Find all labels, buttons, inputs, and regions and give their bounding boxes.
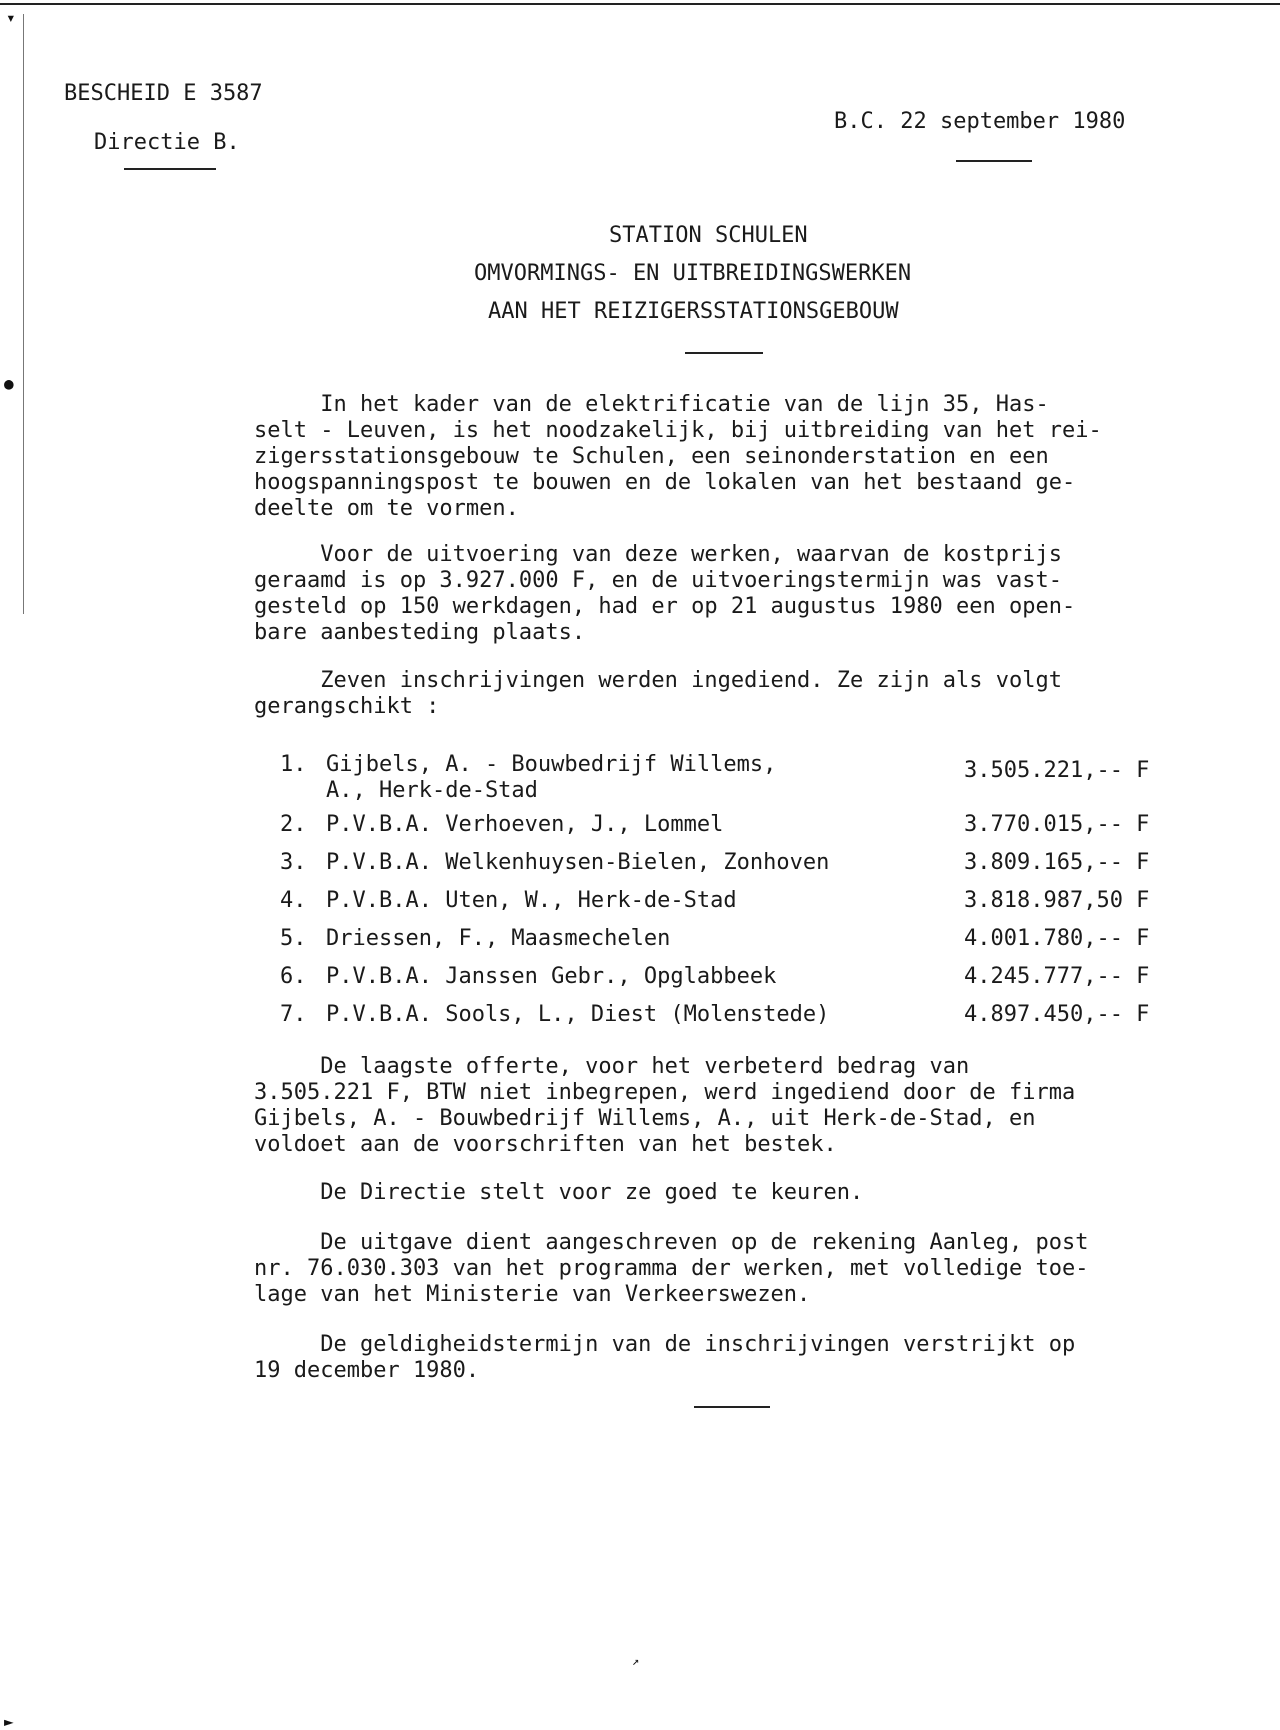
list-item	[280, 888, 1180, 916]
list-item	[280, 926, 1180, 954]
list-item	[280, 964, 1180, 992]
paragraph-intro: In het kader van de elektrificatie van de lijn 35, Has- selt - Leuven, is het noodzakelijk, bij uitbreiding van het rei- zigersstationsgebouw te Schulen, een seinonderstation en een hoogspanningspost te bouwen en de lokalen van het bestaand ge- deelte om te vormen.	[254, 392, 1102, 521]
title-line-3: AAN HET REIZIGERSSTATIONSGEBOUW	[488, 299, 899, 324]
list-item	[280, 752, 1180, 804]
paragraph-lowest-offer: De laagste offerte, voor het verbeterd bedrag van 3.505.221 F, BTW niet inbegrepen, werd ingediend door de firma Gijbels, A. - Bouwbedrijf Willems, A., uit Herk-de-Stad, en voldoet aan de voorschriften van het bestek.	[254, 1054, 1076, 1157]
title-line-2: OMVORMINGS- EN UITBREIDINGSWERKEN	[474, 261, 912, 286]
bid-number: 5.	[280, 926, 307, 951]
bid-number: 2.	[280, 812, 307, 837]
top-border-line	[0, 3, 1280, 5]
bid-number: 7.	[280, 1002, 307, 1027]
stray-mark-icon: ↗	[632, 1654, 640, 1668]
bid-number: 6.	[280, 964, 307, 989]
title-rule	[685, 352, 763, 354]
title-line-1: STATION SCHULEN	[609, 223, 808, 248]
bid-name: P.V.B.A. Janssen Gebr., Opglabbeek	[326, 964, 777, 989]
bid-amount: 3.818.987,50 F	[964, 888, 1150, 913]
bid-name: P.V.B.A. Uten, W., Herk-de-Stad	[326, 888, 737, 913]
bid-name: P.V.B.A. Welkenhuysen-Bielen, Zonhoven	[326, 850, 830, 875]
bid-name: P.V.B.A. Verhoeven, J., Lommel	[326, 812, 724, 837]
bid-amount: 4.245.777,-- F	[964, 964, 1150, 989]
margin-arrow-icon: ►	[4, 1712, 14, 1730]
bid-amount: 3.770.015,-- F	[964, 812, 1150, 837]
bid-amount: 4.897.450,-- F	[964, 1002, 1150, 1027]
bid-number: 1.	[280, 752, 307, 777]
left-margin-line	[23, 14, 24, 614]
bid-number: 3.	[280, 850, 307, 875]
list-item	[280, 1002, 1180, 1030]
margin-dot-icon: ●	[4, 374, 14, 393]
bid-name: P.V.B.A. Sools, L., Diest (Molenstede)	[326, 1002, 830, 1027]
bid-name: Gijbels, A. - Bouwbedrijf Willems, A., Herk-de-Stad	[326, 752, 777, 803]
paragraph-expenditure: De uitgave dient aangeschreven op de rekening Aanleg, post nr. 76.030.303 van het programma der werken, met volledige toe- lage van het Ministerie van Verkeerswezen.	[254, 1230, 1089, 1307]
document-date: B.C. 22 september 1980	[834, 109, 1126, 134]
paragraph-tender: Voor de uitvoering van deze werken, waarvan de kostprijs geraamd is op 3.927.000 F, en de uitvoeringstermijn was vast- gesteld op 150 werkdagen, had er op 21 augustus 1980 een open- bare aanbesteding plaats.	[254, 542, 1076, 645]
department: Directie B.	[94, 130, 240, 155]
list-item	[280, 812, 1180, 840]
bid-amount: 3.505.221,-- F	[964, 758, 1150, 783]
list-item	[280, 850, 1180, 878]
paragraph-proposal: De Directie stelt voor ze goed te keuren.	[254, 1180, 864, 1205]
paragraph-bids-intro: Zeven inschrijvingen werden ingediend. Ze zijn als volgt gerangschikt :	[254, 668, 1062, 719]
paragraph-validity: De geldigheidstermijn van de inschrijvingen verstrijkt op 19 december 1980.	[254, 1332, 1076, 1383]
bid-amount: 4.001.780,-- F	[964, 926, 1150, 951]
reference-number: BESCHEID E 3587	[64, 81, 263, 106]
bid-amount: 3.809.165,-- F	[964, 850, 1150, 875]
header-left-rule	[124, 168, 216, 170]
bid-name: Driessen, F., Maasmechelen	[326, 926, 671, 951]
header-right-rule	[956, 160, 1032, 162]
bid-number: 4.	[280, 888, 307, 913]
closing-rule	[694, 1406, 770, 1408]
corner-mark-icon: ▾	[6, 8, 16, 27]
